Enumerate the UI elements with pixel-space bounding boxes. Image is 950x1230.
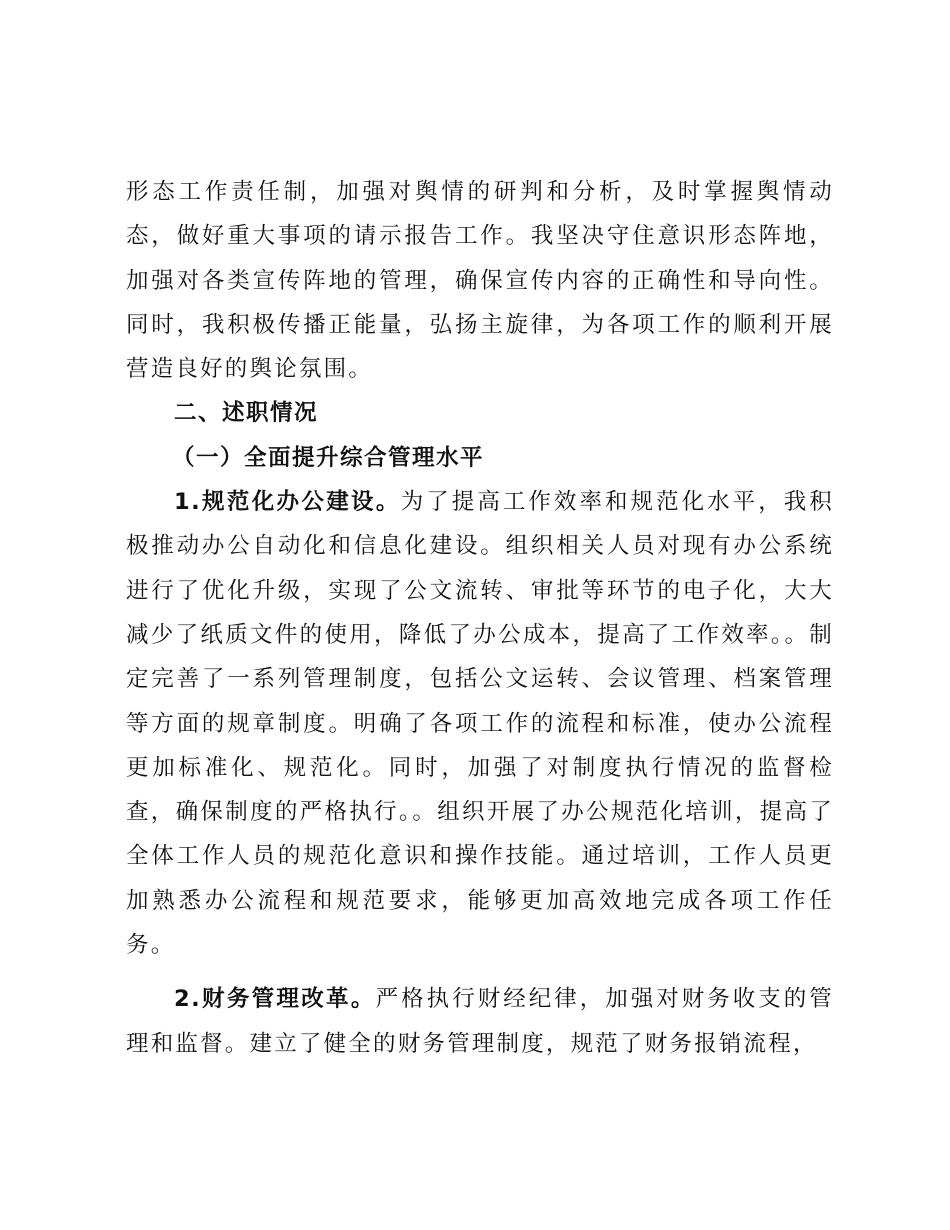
item-text-1: 为了提高工作效率和规范化水平，我积极推动办公自动化和信息化建设。组织相关人员对现有办公系统进行了优化升级，实现了公文流转、审批等环节的电子化，大大减少了纸质文件的使用，降低了办公成本，提高了工作效率。。制定完善了一系列管理制度，包括公文运转、会议管理、档案管理等方面的规章制度。明确了各项工作的流程和标准，使办公流程更加标准化、规范化。同时，加强了对制度执行情况的监督检查，确保制度的严格执行。。组织开展了办公规范化培训，提高了全体工作人员的规范化意识和操作技能。通过培训，工作人员更加熟悉办公流程和规范要求，能够更加高效地完成各项工作任务。 <box>126 489 834 959</box>
item-paragraph-2 <box>126 977 834 1066</box>
item-lead-1: 1.规范化办公建设。 <box>174 489 401 516</box>
document-body <box>126 170 834 1066</box>
item-text-2: 严格执行财经纪律，加强对财务收支的管理和监督。建立了健全的财务管理制度，规范了财务报销流程， <box>126 986 834 1057</box>
item-paragraph-1 <box>126 480 834 967</box>
subsection-heading: （一）全面提升综合管理水平 <box>172 444 485 471</box>
intro-paragraph: 形态工作责任制，加强对舆情的研判和分析，及时掌握舆情动态，做好重大事项的请示报告工作。我坚决守住意识形态阵地，加强对各类宣传阵地的管理，确保宣传内容的正确性和导向性。同时，我积极传播正能量，弘扬主旋律，为各项工作的顺利开展营造良好的舆论氛围。 <box>126 179 834 383</box>
section-heading: 二、述职情况 <box>174 400 319 427</box>
item-lead-2: 2.财务管理改革。 <box>174 986 376 1013</box>
